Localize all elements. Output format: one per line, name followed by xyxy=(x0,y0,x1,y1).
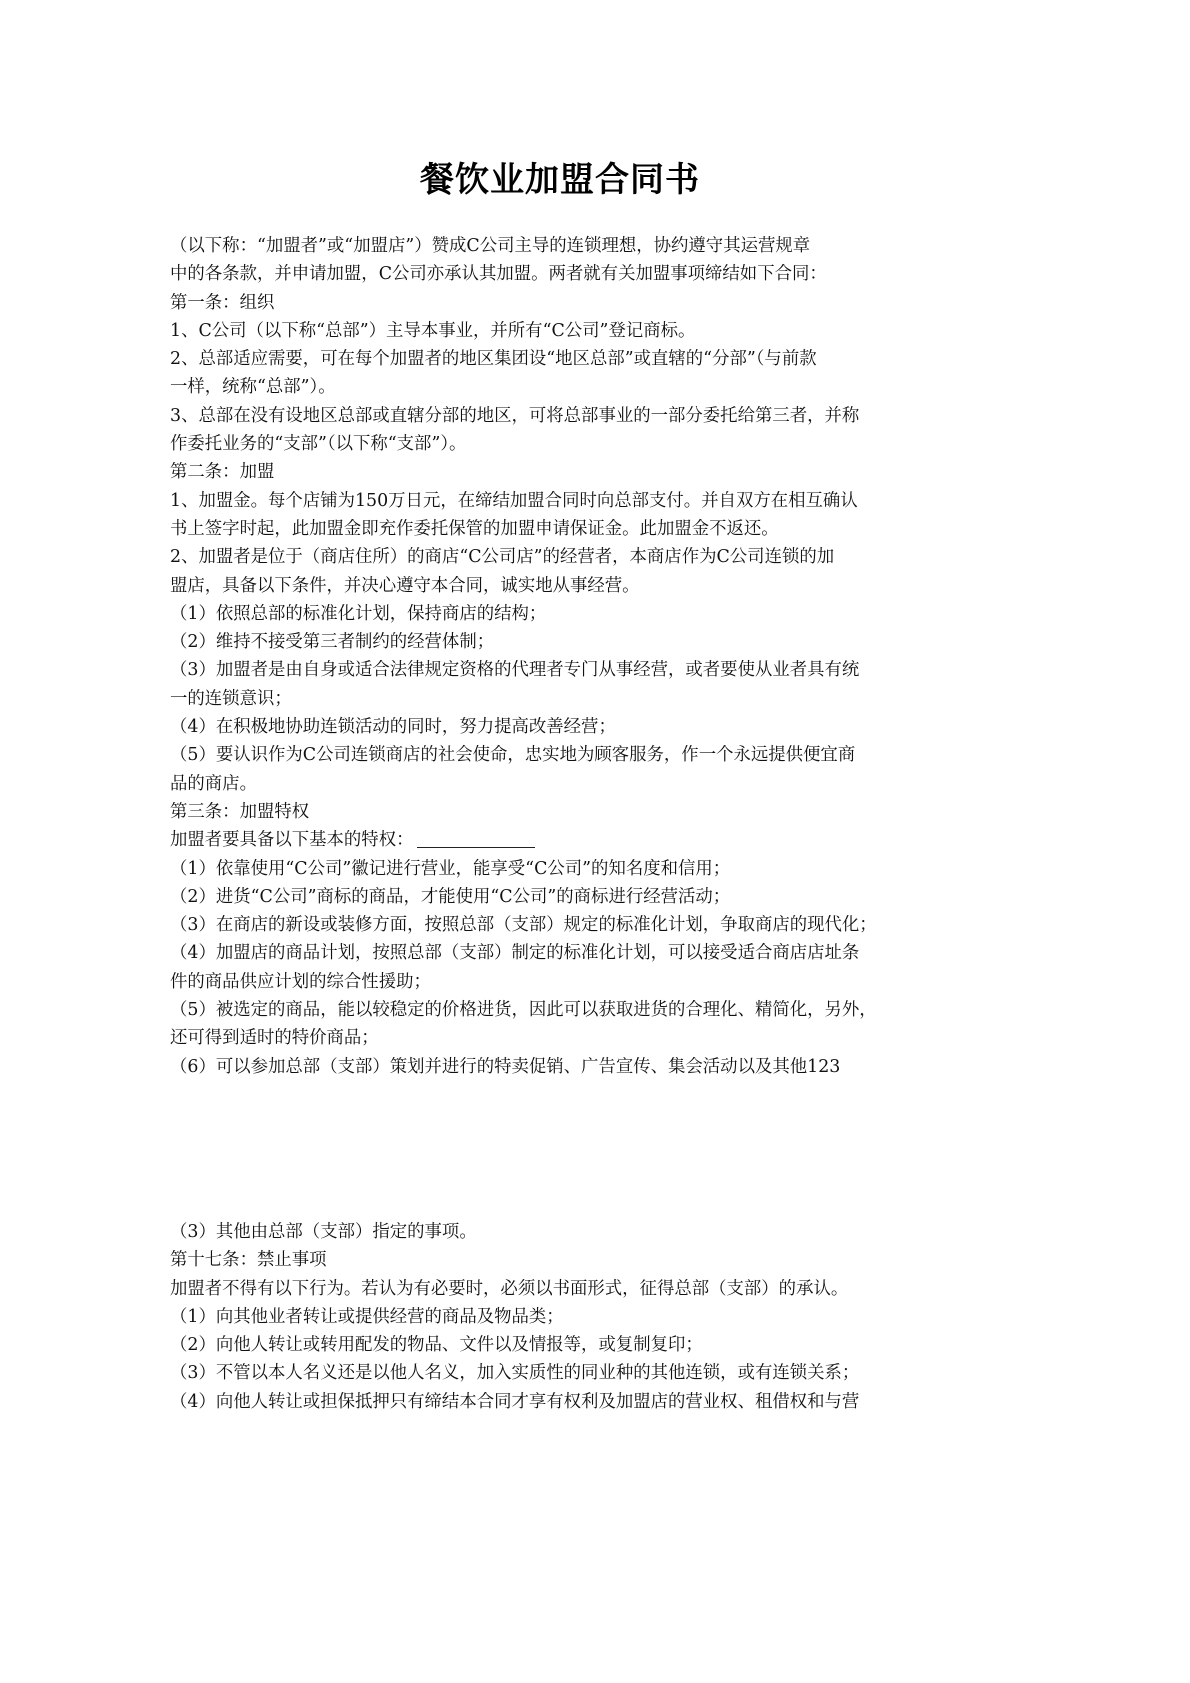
text-line: （以下称：“加盟者”或“加盟店”）赞成C公司主导的连锁理想，协约遵守其运营规章 xyxy=(170,236,811,256)
text-line: 加盟者不得有以下行为。若认为有必要时，必须以书面形式，征得总部（支部）的承认。 xyxy=(170,1278,849,1299)
text-line: 3、总部在没有设地区总部或直辖分部的地区，可将总部事业的一部分委托给第三者，并称 xyxy=(170,405,860,426)
list-item: （3）在商店的新设或装修方面，按照总部（支部）规定的标准化计划，争取商店的现代化； xyxy=(170,915,877,936)
fill-in-blank xyxy=(417,829,535,848)
list-item: （6）可以参加总部（支部）策划并进行的特卖促销、广告宣传、集会活动以及其他123 xyxy=(170,1056,841,1077)
contract-body-part1 xyxy=(170,232,960,1081)
article-heading: 第一条：组织 xyxy=(170,292,275,313)
list-item: （4）加盟店的商品计划，按照总部（支部）制定的标准化计划，可以接受适合商店店址条 xyxy=(170,943,860,964)
list-item: （2）进货“C公司”商标的商品，才能使用“C公司”的商标进行经营活动； xyxy=(170,886,731,907)
text-line: 件的商品供应计划的综合性援助； xyxy=(170,971,431,992)
text-line: 2、加盟者是位于（商店住所）的商店“C公司店”的经营者，本商店作为C公司连锁的加 xyxy=(170,547,835,568)
contract-body-part2 xyxy=(170,1218,960,1416)
list-item: （1）依照总部的标准化计划，保持商店的结构； xyxy=(170,603,547,624)
text-line: 盟店，具备以下条件，并决心遵守本合同，诚实地从事经营。 xyxy=(170,575,640,596)
privilege-intro-text: 加盟者要具备以下基本的特权： xyxy=(170,830,414,851)
list-item: （2）向他人转让或转用配发的物品、文件以及情报等，或复制复印； xyxy=(170,1335,703,1356)
text-line: 品的商店。 xyxy=(170,773,257,794)
article-heading: 第三条：加盟特权 xyxy=(170,801,310,822)
list-item: （5）被选定的商品，能以较稳定的价格进货，因此可以获取进货的合理化、精简化，另外， xyxy=(170,1000,877,1021)
list-item: （5）要认识作为C公司连锁商店的社会使命，忠实地为顾客服务，作一个永远提供便宜商 xyxy=(170,745,856,766)
text-line: 中的各条款，并申请加盟，C公司亦承认其加盟。两者就有关加盟事项缔结如下合同： xyxy=(170,264,827,285)
text-line: 2、总部适应需要，可在每个加盟者的地区集团设“地区总部”或直辖的“分部”（与前款 xyxy=(170,349,817,370)
text-line: 一样，统称“总部”）。 xyxy=(170,377,336,398)
article-heading: 第十七条：禁止事项 xyxy=(170,1250,327,1271)
list-item: （3）不管以本人名义还是以他人名义，加入实质性的同业种的其他连锁，或有连锁关系； xyxy=(170,1363,860,1384)
list-item: （1）向其他业者转让或提供经营的商品及物品类； xyxy=(170,1306,564,1327)
text-line: 一的连锁意识； xyxy=(170,688,292,709)
list-item: （1）依靠使用“C公司”徽记进行营业，能享受“C公司”的知名度和信用； xyxy=(170,858,731,879)
text-line: 还可得到适时的特价商品； xyxy=(170,1028,379,1049)
list-item: （4）在积极地协助连锁活动的同时，努力提高改善经营； xyxy=(170,717,616,738)
article-heading: 第二条：加盟 xyxy=(170,462,275,483)
text-line: 书上签字时起，此加盟金即充作委托保管的加盟申请保证金。此加盟金不返还。 xyxy=(170,518,779,539)
list-item: （2）维持不接受第三者制约的经营体制； xyxy=(170,632,495,653)
list-item: （3）其他由总部（支部）指定的事项。 xyxy=(170,1222,477,1242)
privilege-intro-line xyxy=(170,826,960,854)
list-item: （4）向他人转让或担保抵押只有缔结本合同才享有权利及加盟店的营业权、租借权和与营 xyxy=(170,1391,860,1412)
document-title: 餐饮业加盟合同书 xyxy=(420,160,700,200)
text-line: 作委托业务的“支部”（以下称“支部”）。 xyxy=(170,434,467,455)
text-line: 1、加盟金。每个店铺为150万日元，在缔结加盟合同时向总部支付。并自双方在相互确认 xyxy=(170,490,858,511)
text-line: 1、C公司（以下称“总部”）主导本事业，并所有“C公司”登记商标。 xyxy=(170,320,696,341)
list-item: （3）加盟者是由自身或适合法律规定资格的代理者专门从事经营，或者要使从业者具有统 xyxy=(170,660,860,681)
